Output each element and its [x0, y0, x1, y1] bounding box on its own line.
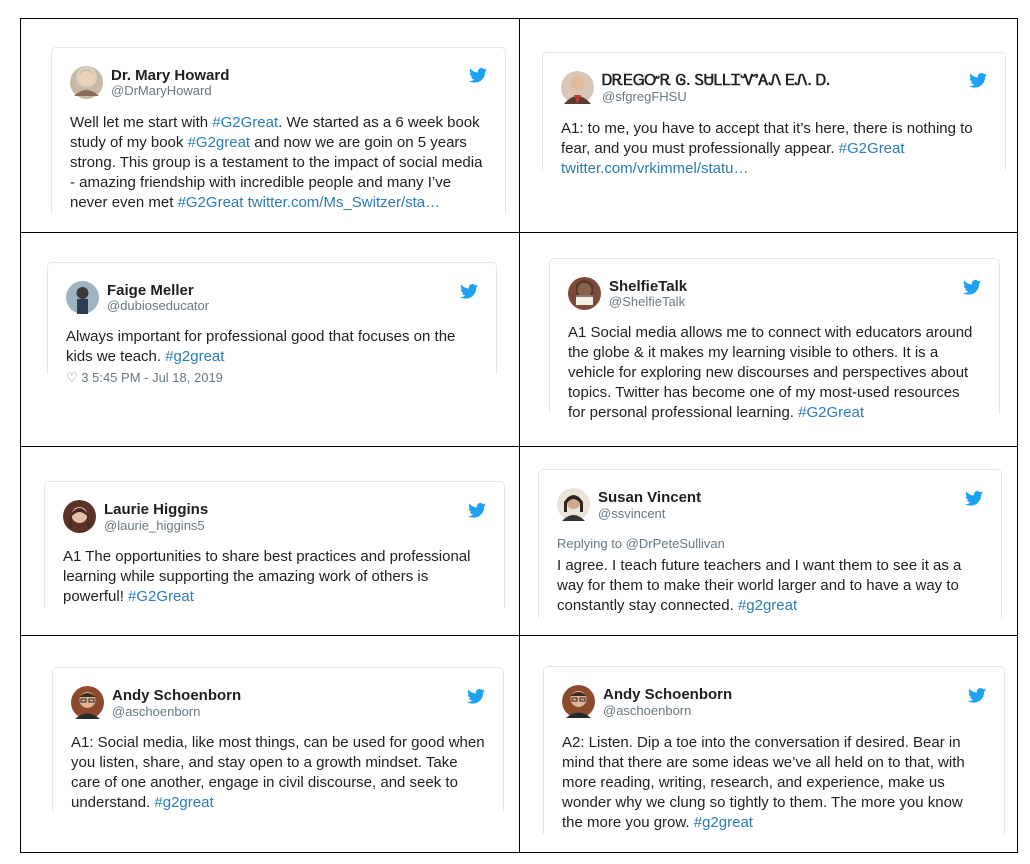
author-name[interactable]: Dr. Mary Howard — [111, 67, 230, 84]
author-handle[interactable]: @sfgregFHSU — [602, 89, 687, 104]
twitter-bird-icon[interactable] — [467, 689, 485, 704]
author-handle[interactable]: @aschoenborn — [603, 703, 692, 718]
author-name[interactable]: Laurie Higgins — [104, 501, 209, 518]
tweet-meta[interactable]: ♡ 3 5:45 PM - Jul 18, 2019 — [66, 370, 223, 385]
author-name[interactable]: Andy Schoenborn — [112, 687, 242, 704]
tweet-card[interactable] — [52, 667, 504, 812]
text: . We started as a 6 week book study of my book — [70, 114, 480, 151]
author-name[interactable]: Andy Schoenborn — [603, 686, 733, 703]
hashtag-link[interactable]: #g2great — [737, 597, 798, 614]
twitter-bird-icon[interactable] — [968, 688, 986, 703]
twitter-bird-icon[interactable] — [469, 68, 487, 83]
row-divider — [20, 635, 1018, 636]
tweet-card[interactable] — [542, 52, 1006, 177]
url-link[interactable]: twitter.com/Ms_Switzer/sta… — [247, 194, 441, 211]
text: A1 Social media allows me to connect with educators around the globe & it makes my learning visible to others. It is a vehicle for exploring new discourses and perspectives about topics. Twitter has become one of my most-used resources for personal professional learning. — [568, 324, 973, 421]
twitter-bird-icon[interactable] — [468, 503, 486, 518]
hashtag-link[interactable]: #G2Great — [212, 114, 279, 131]
author-handle[interactable]: @ssvincent — [598, 506, 666, 521]
author-handle[interactable]: @ShelfieTalk — [609, 294, 686, 309]
text: A1: to me, you have to accept that it’s here, there is nothing to fear, and you must professionally appear. — [561, 120, 973, 157]
hashtag-link[interactable]: #G2Great — [798, 404, 865, 421]
row-divider — [20, 446, 1018, 447]
hashtag-link[interactable]: #G2Great — [838, 140, 905, 157]
tweet-text — [70, 113, 487, 213]
text: A1: Social media, like most things, can be used for good when you listen, share, and stay open to a growth mindset. Take care of one another, engage in civil discourse, and seek to understand. — [71, 734, 485, 811]
avatar[interactable] — [568, 277, 601, 310]
tweet-text — [557, 556, 983, 616]
author-handle[interactable]: @dubioseducator — [107, 298, 210, 313]
hashtag-link[interactable]: #g2great — [165, 348, 225, 365]
author-handle[interactable]: @aschoenborn — [112, 704, 201, 719]
text: I agree. I teach future teachers and I want them to see it as a way for them to make their world larger and to have a way to constantly stay connected. — [557, 557, 962, 614]
column-divider — [519, 18, 520, 853]
row-divider — [20, 232, 1018, 233]
hashtag-link[interactable]: #G2Great — [128, 588, 194, 605]
tweet-card[interactable] — [543, 666, 1005, 834]
tweet-text — [568, 323, 981, 423]
author-name[interactable]: ᎠᎡᎬᏀᏅᎡ Ꮆ. ᏚᏌᏞᏞᏆᏉᎪᏁ ᎬᏁ. Ꭰ. — [602, 72, 831, 89]
author-handle[interactable]: @laurie_higgins5 — [104, 518, 205, 533]
replying-label: Replying to — [557, 536, 626, 551]
author-name[interactable]: Susan Vincent — [598, 489, 702, 506]
twitter-bird-icon[interactable] — [460, 284, 478, 299]
twitter-bird-icon[interactable] — [969, 73, 987, 88]
avatar[interactable] — [561, 71, 594, 104]
tweet-text — [66, 327, 478, 367]
tweet-text — [562, 733, 986, 833]
hashtag-link[interactable]: #G2Great — [177, 194, 244, 211]
text: and now we are goin on 5 years strong. This group is a testament to the impact of social media - amazing friendship with incredible people and many I’ve never even met — [70, 134, 483, 211]
author-handle[interactable]: @DrMaryHoward — [111, 83, 212, 98]
tweet-text — [63, 547, 486, 607]
text: A2: Listen. Dip a toe into the conversation if desired. Bear in mind that there are some ideas we’ve all held on to that, with more reading, writing, research, and experience, make us wonder why we clung so tightly to them. The more you know the more you grow. — [562, 734, 965, 831]
tweet-text — [561, 119, 987, 179]
avatar[interactable] — [63, 500, 96, 533]
author-name[interactable]: Faige Meller — [107, 282, 194, 299]
text: Well let me start with — [70, 114, 213, 131]
avatar[interactable] — [66, 281, 99, 314]
replying-to — [557, 536, 725, 551]
avatar[interactable] — [71, 686, 104, 719]
text: Always important for professional good that focuses on the kids we teach. — [66, 328, 456, 365]
text: A1 The opportunities to share best practices and professional learning while supporting the amazing work of others is powerful! — [63, 548, 471, 605]
hashtag-link[interactable]: #G2great — [187, 134, 251, 151]
avatar[interactable] — [70, 66, 103, 99]
hashtag-link[interactable]: #g2great — [693, 814, 753, 831]
reply-handle-link[interactable]: @DrPeteSullivan — [625, 536, 725, 551]
author-name[interactable]: ShelfieTalk — [609, 278, 688, 295]
twitter-bird-icon[interactable] — [963, 280, 981, 295]
tweet-card[interactable] — [538, 469, 1002, 618]
avatar[interactable] — [562, 685, 595, 718]
hashtag-link[interactable]: #g2great — [154, 794, 214, 811]
tweet-text — [71, 733, 485, 813]
tweet-card[interactable] — [44, 481, 505, 608]
url-link[interactable]: twitter.com/vrkimmel/statu… — [561, 160, 749, 177]
avatar[interactable] — [557, 488, 590, 521]
twitter-bird-icon[interactable] — [965, 491, 983, 506]
tweet-card[interactable] — [51, 47, 506, 214]
tweet-card[interactable] — [47, 262, 497, 385]
tweet-card[interactable] — [549, 258, 1000, 421]
